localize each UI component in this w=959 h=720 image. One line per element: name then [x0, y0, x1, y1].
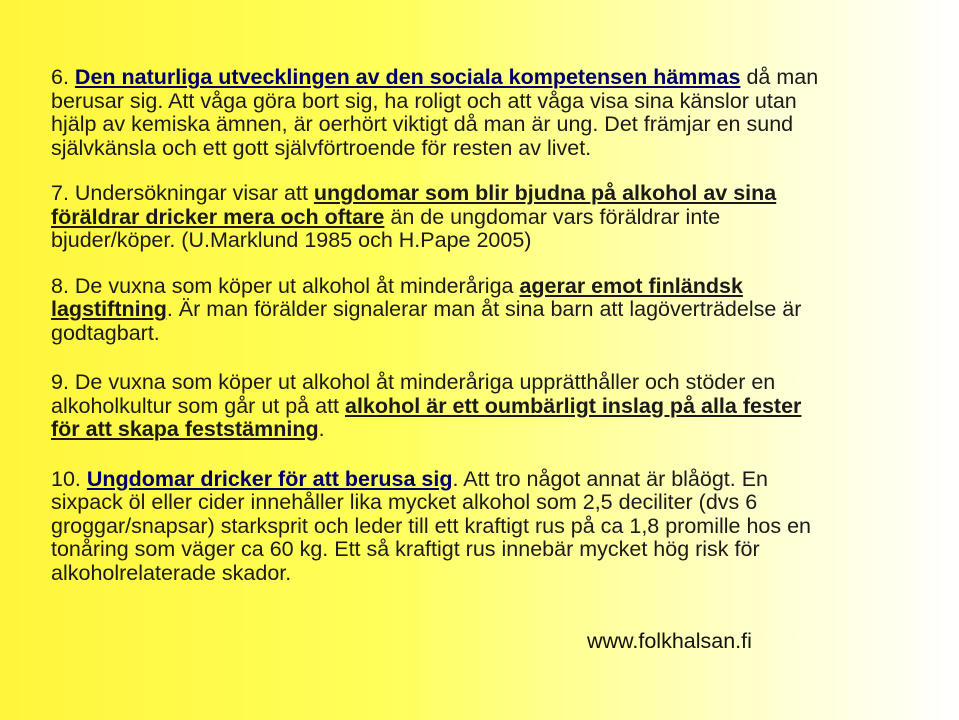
paragraph-7 — [51, 182, 831, 253]
paragraph-8-text: . Är man förälder signalerar man åt sina barn att lagöverträdelse är godtagbart. — [51, 297, 802, 345]
paragraph-9-emphasis: alkohol är ett oumbärligt inslag på alla fester för att skapa feststämning — [51, 393, 802, 441]
paragraph-8-emphasis: agerar emot finländsk lagstiftning — [51, 273, 743, 321]
footer-url: www.folkhalsan.fi — [587, 629, 752, 653]
paragraph-6-number: 6. — [51, 65, 69, 89]
paragraph-8 — [51, 275, 831, 346]
paragraph-10-text: . Att tro något annat är blåögt. En sixpack öl eller cider innehåller lika mycket alkohol som 2,5 deciliter (dvs 6 groggar/snapsar) starksprit och leder till ett kraftigt rus på ca 1,8 promille hos en tonåring som väger ca 60 kg. Ett så kraftigt rus innebär mycket hög risk för alkoholrelaterade skador. — [51, 466, 812, 585]
paragraph-10 — [51, 468, 831, 586]
paragraph-7-emphasis: ungdomar som blir bjudna på alkohol av sina föräldrar dricker mera och oftare — [51, 181, 777, 229]
paragraph-7-lead: 7. Undersökningar visar att — [51, 181, 314, 205]
paragraph-6 — [51, 66, 831, 160]
document-body — [51, 66, 831, 607]
paragraph-10-emphasis: Ungdomar dricker för att berusa sig — [86, 466, 453, 491]
paragraph-6-emphasis: Den naturliga utvecklingen av den sociala kompetensen hämmas — [74, 65, 741, 89]
paragraph-8-lead: 8. De vuxna som köper ut alkohol åt minderåriga — [51, 273, 520, 298]
paragraph-10-lead: 10. — [51, 466, 87, 491]
paragraph-7-text: än de ungdomar vars föräldrar inte bjuder/köper. (U.Marklund 1985 och H.Pape 2005) — [51, 204, 721, 252]
paragraph-9 — [51, 371, 831, 442]
paragraph-6-text: då man berusar sig. Att våga göra bort sig, ha roligt och att våga visa sina känslor utan hjälp av kemiska ämnen, är oerhört viktigt då man är ung. Det främjar en sund självkänsla och ett gott självförtroende för resten av livet. — [51, 65, 819, 160]
paragraph-9-text: . — [318, 417, 325, 441]
paragraph-9-lead: 9. De vuxna som köper ut alkohol åt minderåriga upprätthåller och stöder en alkoholkultur som går ut på att — [51, 370, 776, 418]
